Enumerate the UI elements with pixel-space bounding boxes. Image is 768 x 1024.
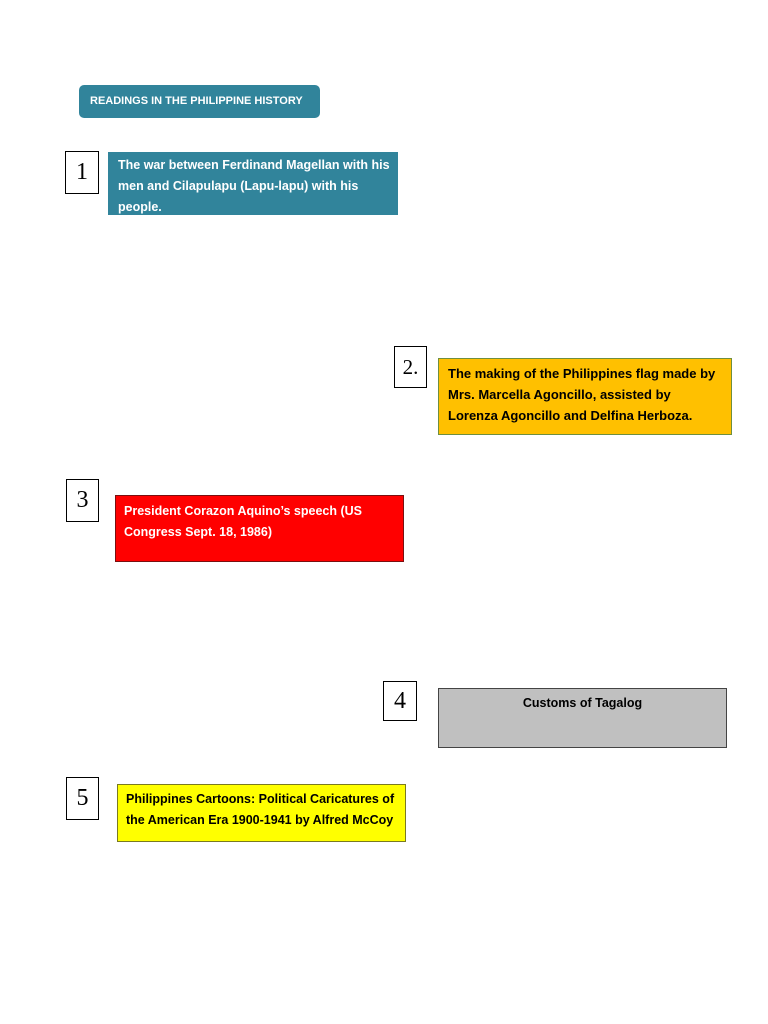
reading-text-4: Customs of Tagalog: [522, 696, 643, 710]
reading-card-1: [108, 152, 398, 215]
reading-card-3: [115, 495, 404, 562]
reading-card-4: [438, 688, 727, 748]
page-title: READINGS IN THE PHILIPPINE HISTORY: [79, 85, 320, 118]
reading-text-3: President Corazon Aquino’s speech (US Congress Sept. 18, 1986): [124, 504, 363, 539]
item-number-5: 5: [66, 777, 99, 820]
item-number-3: 3: [66, 479, 99, 522]
item-number-1: 1: [65, 151, 99, 194]
reading-text-5: Philippines Cartoons: Political Caricatures of the American Era 1900-1941 by Alfred McCoy: [126, 792, 395, 827]
reading-card-2: [438, 358, 732, 435]
item-number-2: 2.: [394, 346, 427, 388]
reading-text-1: The war between Ferdinand Magellan with his men and Cilapulapu (Lapu-lapu) with his people.: [118, 158, 390, 214]
reading-text-2: The making of the Philippines flag made by Mrs. Marcella Agoncillo, assisted by Lorenza Agoncillo and Delfina Herboza.: [448, 366, 716, 423]
reading-card-5: [117, 784, 406, 842]
item-number-4: 4: [383, 681, 417, 721]
